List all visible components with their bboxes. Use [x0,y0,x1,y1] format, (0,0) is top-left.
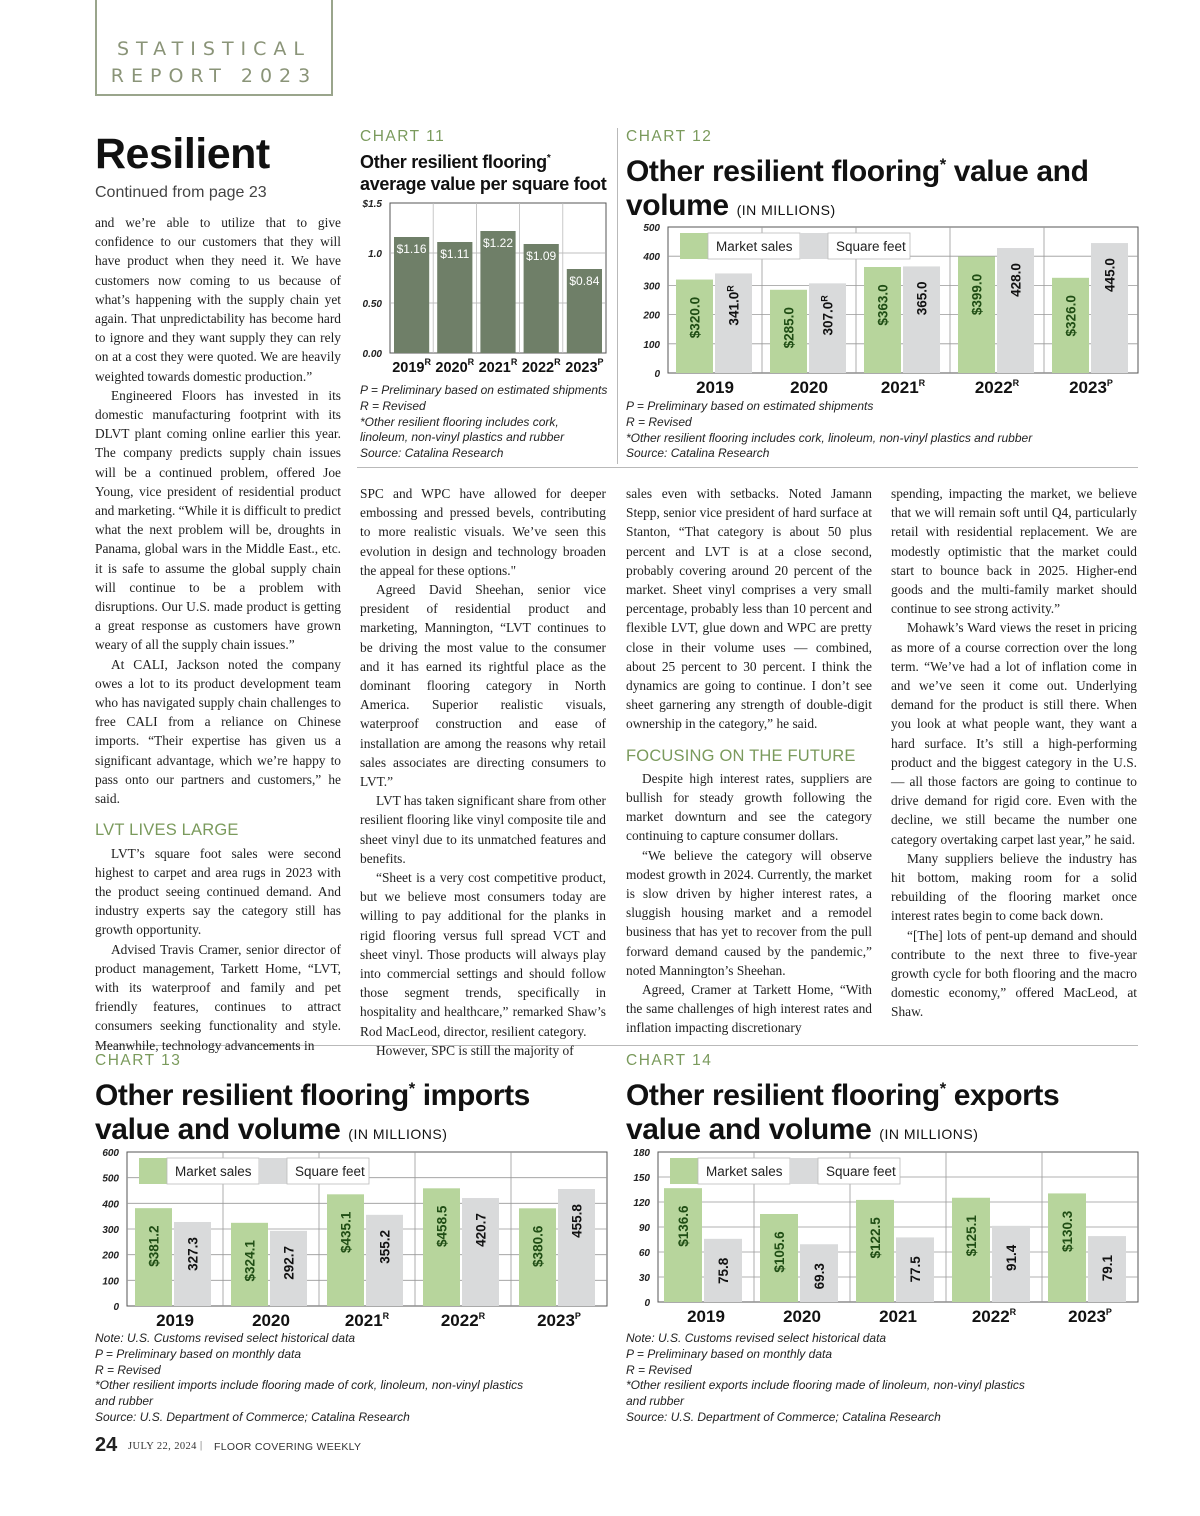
chart13-plot [95,1146,607,1332]
chart12-note: Source: Catalina Research [626,446,770,461]
chart14-note: Source: U.S. Department of Commerce; Catalina Research [626,1409,941,1424]
chart13-title-b: imports [414,1079,530,1112]
chart12-ytick: 100 [643,339,660,351]
chart14-xtick: 2020 [783,1307,821,1326]
article-paragraph: “We believe the category will observe modest growth in 2024. Currently, the market is slow driven by higher interest rates, a sluggish housing market and a remodel business that has yet to recover from the pull forward demand caused by the pandemic,” noted Mannington’s Sheehan. [626,847,872,978]
chart13-data-label: 420.7 [473,1213,489,1247]
article-column-4 [891,484,1137,1022]
chart11-xtick: $2022^R$ [521,357,561,376]
report-header-box [95,0,333,96]
chart11-note: *Other resilient flooring includes cork, linoleum, non-vinyl plastics and rubber [360,414,565,445]
chart13-units: (IN MILLIONS) [348,1126,448,1142]
chart11-title-a: Other resilient flooring [360,152,547,172]
chart14-data-label: 75.8 [716,1257,731,1284]
chart-divider-vertical [617,128,618,464]
chart11-data-label: $1.16 [396,242,427,256]
chart11-label: CHART 11 [360,128,446,145]
continued-note: Continued from page 23 [95,184,267,201]
chart13-ytick: 400 [102,1199,119,1211]
chart12-data-label: 445.0 [1102,258,1118,292]
article-paragraph: sales even with setbacks. Noted Jamann Stepp, senior vice president of hard surface at Stanton, “That category is about 50 plus percent and LVT is at a close second, probably covering around 20 percent of the market. Sheet vinyl comprises a very small percentage, probably less than 10 percent and flexible LVT, glue down and WPC are pretty close in their volume uses — combined, about 25 percent to 30 percent. I think the dynamics are going to continue. I don’t see sheet garnering any strength of double-digit ownership in the category,” he said. [626,486,872,732]
chart13-ytick: 100 [102,1276,119,1288]
chart14-ytick: 0 [644,1298,650,1309]
article-paragraph: Engineered Floors has invested in its domestic manufacturing footprint with its DLVT plant coming online earlier this year. The company predicts supply chain issues will be a continued problem, offered Joe Young, vice president of residential product and marketing. “While it is difficult to predict what the next problem will be, droughts in Panama, global wars in the Middle East., etc. it is safe to assume the global supply chain will continue to be a problem with disruptions. Our U.S. made product is getting a great response as customers have grown weary of all the supply chain issues.” [95,387,341,653]
article-column-2 [360,484,606,1060]
chart11-title-b: average value per square foot [360,174,607,194]
chart12-legend-label: Square feet [836,239,906,254]
chart14-plot [626,1146,1138,1332]
chart14-legend-label: Market sales [706,1164,783,1179]
chart14-label: CHART 14 [626,1052,713,1069]
issue-date: JULY 22, 2024 [128,1441,197,1452]
article-paragraph: LVT has taken significant share from other resilient flooring like vinyl composite tile and sheet vinyl due to its unmatched features and benefits. [360,793,606,866]
chart14-data-label: 77.5 [908,1256,923,1283]
chart12-xtick: 2020 [790,378,828,397]
chart11-ytick: 0.50 [362,299,382,310]
chart14-data-label: $136.6 [676,1205,691,1247]
chart13-xtick: $2023^P$ [537,1311,581,1330]
chart13-xtick: 2019 [156,1311,194,1330]
chart12-title-c: volume [626,189,729,222]
article-paragraph: Despite high interest rates, suppliers are bullish for steady growth following the market downturn and see the category continuing to capture consumer dollars. [626,770,872,844]
subheading-lvt-lives-large: LVT LIVES LARGE [95,821,239,840]
chart13-title [95,1072,615,1151]
chart14-ytick: 120 [633,1198,650,1209]
chart14-legend-label: Square feet [826,1164,896,1179]
chart-divider-horizontal [357,467,1138,468]
article-paragraph: “[The] lots of pent-up demand and should contribute to the next three to five-year growth cycle for both flooring and the macro domestic economy,” offered MacLeod, at Shaw. [891,927,1137,1020]
chart11-xtick: $2023^P$ [565,357,604,376]
chart14-legend [670,1158,900,1184]
article-paragraph: spending, impacting the market, we believe that we will remain soft until Q4, particularly retail with residential replacement. We are modestly optimistic that the market could start to bounce back in 2025. Higher-end goods and the multi-family market should continue to see strong activity.” [891,486,1137,617]
article-paragraph: However, SPC is still the majority of [376,1042,574,1058]
chart12-ytick: 500 [643,223,660,234]
chart13-legend-swatch-square-feet [259,1158,287,1184]
article-paragraph: Agreed David Sheehan, senior vice president of residential product and marketing, Mannington, “LVT continues to be driving the most value to the consumer and it has earned its rightful place as the dominant flooring category in North America. Superior realistic visuals, waterproof construction and ease of installation are among the reasons why retail sales associates are directing consumers to LVT.” [360,582,606,790]
chart12-title-a: Other resilient flooring [626,155,940,188]
chart12-title-b: value and [945,155,1089,188]
chart14-ytick: 180 [633,1148,650,1159]
chart13-ytick: 600 [102,1148,119,1159]
chart11-data-label: $1.11 [440,247,470,261]
report-header-line1: STATISTICAL [116,38,312,60]
chart11-note: P = Preliminary based on estimated shipments [360,383,608,397]
chart14-title-c: value and volume [626,1113,872,1146]
chart12-title [626,148,1146,227]
chart12-legend-swatch-square-feet [800,233,828,259]
article-paragraph: LVT’s square foot sales were second highest to carpet and area rugs in 2023 with the product seeing continued demand. And industry experts say the category still has growth opportunity. [95,845,341,938]
chart13-data-label: 292.7 [281,1245,297,1280]
chart13-notes [95,1331,615,1426]
article-paragraph: “Sheet is a very cost competitive product, but we believe most consumers today are willing to pay additional for the planks in rigid flooring versus full spread VCT and sheet vinyl. Those products will always play into commercial settings and should follow those segment trends, specifically in hospitality and healthcare,” remarked Shaw’s Rod MacLeod, director, resilient category. [360,870,606,1039]
chart12-legend-swatch-market-sales [680,233,708,259]
chart12-xtick: $2023^P$ [1069,378,1113,397]
chart14-ytick: 90 [638,1223,650,1234]
chart14-notes [626,1331,1146,1426]
chart14-star: * [939,1080,946,1098]
chart12-data-label: $285.0 [781,307,797,349]
chart13-note: Source: U.S. Department of Commerce; Catalina Research [95,1409,410,1424]
chart12-ytick: 0 [654,369,660,380]
chart13-data-label: $324.1 [242,1240,258,1282]
chart12-xtick: $2021^R$ [880,378,926,397]
chart12-data-label: $307.0^R$ [819,295,836,336]
chart14-data-label: 79.1 [1100,1254,1115,1282]
article-paragraph: Advised Travis Cramer, senior director of product management, Tarkett Home, “LVT, with its waterproof and family and pet friendly features, continues to attract consumers seeking functionality and style. Meanwhile, technology advancements in [95,941,341,1053]
chart14-note: P = Preliminary based on monthly data [626,1346,832,1361]
chart12-ytick: 300 [643,281,660,293]
chart14-ytick: 60 [638,1248,650,1259]
chart12-note: P = Preliminary based on estimated shipments [626,399,874,413]
chart11-data-label: $1.09 [526,249,557,263]
chart11-notes [360,383,610,462]
chart11-xtick: $2020^R$ [435,357,475,376]
chart13-data-label: 327.3 [185,1237,201,1271]
chart14-title-a: Other resilient flooring [626,1079,940,1112]
subheading-focusing-on-the-future: FOCUSING ON THE FUTURE [626,746,856,765]
publication-name: FLOOR COVERING WEEKLY [214,1441,362,1453]
chart11-star: * [546,153,551,164]
chart13-title-c: value and volume [95,1113,341,1146]
chart12-units: (IN MILLIONS) [736,202,836,218]
chart13-xtick: 2020 [252,1311,290,1330]
chart14-data-label: $130.3 [1060,1210,1075,1253]
article-column-1 [95,213,341,1055]
article-paragraph: Many suppliers believe the industry has hit bottom, making room for a solid rebuilding of the flooring market once interest rates begin to come back down. [891,850,1137,924]
chart14-xtick: $2022^R$ [971,1307,1017,1326]
chart13-label: CHART 13 [95,1052,182,1069]
chart13-title-a: Other resilient flooring [95,1079,409,1112]
chart13-xtick: $2022^R$ [440,1311,486,1330]
chart12-legend [680,233,910,259]
chart13-legend [139,1158,369,1184]
chart13-note: P = Preliminary based on monthly data [95,1346,301,1361]
chart12-data-label: $341.0^R$ [725,285,742,326]
footer-separator: | [200,1440,203,1451]
chart14-data-label: $125.1 [964,1215,979,1257]
article-paragraph: At CALI, Jackson noted the company owes a lot to its product development team who has navigated supply chain challenges to free CALI from a reliance on Chinese imports. “Their expertise has given us a significant advantage, which we’re happy to pass onto our partners and customers,” he said. [95,656,341,807]
chart12-notes [626,399,1146,462]
chart11-plot [360,194,615,380]
chart11-ytick: $1.5 [362,199,382,210]
chart13-ytick: 500 [102,1173,119,1185]
chart12-star: * [939,156,946,174]
chart11-xtick: $2019^R$ [392,357,431,376]
chart13-star: * [408,1080,415,1098]
chart13-note: R = Revised [95,1362,161,1377]
chart13-xtick: $2021^R$ [344,1311,390,1330]
chart12-note: R = Revised [626,414,692,429]
chart14-note: R = Revised [626,1362,692,1377]
chart13-legend-swatch-market-sales [139,1158,167,1184]
chart14-ytick: 30 [638,1273,650,1284]
chart14-note: Note: U.S. Customs revised select historical data [626,1331,887,1345]
chart12-plot [626,222,1138,400]
chart11-note: R = Revised [360,398,426,413]
chart11-ytick: 1.0 [368,249,382,260]
chart12-note: *Other resilient flooring includes cork, linoleum, non-vinyl plastics and rubber [626,430,1033,445]
chart14-ytick: 150 [633,1173,650,1184]
chart13-note: *Other resilient imports include flooring made of cork, linoleum, non-vinyl plastics [95,1378,524,1393]
chart11-xtick: $2021^R$ [478,357,518,376]
chart14-legend-swatch-market-sales [670,1158,698,1184]
chart12-data-label: 428.0 [1008,263,1024,297]
chart13-ytick: 200 [102,1250,119,1262]
chart14-title [626,1072,1146,1151]
chart14-xtick: 2021 [879,1307,917,1326]
chart13-data-label: $458.5 [434,1205,450,1247]
chart14-title-b: exports [945,1079,1060,1112]
chart13-data-label: $435.1 [338,1211,354,1253]
chart14-note: *Other resilient exports include flooring made of linoleum, non-vinyl plastics [626,1378,1025,1393]
chart14-data-label: 69.3 [812,1263,827,1290]
chart12-data-label: $320.0 [687,296,703,339]
chart14-note: and rubber [626,1394,685,1409]
chart14-data-label: $122.5 [868,1217,883,1259]
article-paragraph: SPC and WPC have allowed for deeper embossing and pressed bevels, contributing to more realistic visuals. We’ve seen this evolution in design and technology broaden the appeal for these options." [360,486,606,578]
chart13-data-label: $380.6 [530,1225,546,1267]
chart13-ytick: 300 [102,1225,119,1236]
chart12-xtick: 2019 [696,378,734,397]
section-title: Resilient [95,130,270,178]
chart12-ytick: 200 [643,310,660,322]
chart12-xtick: $2022^R$ [974,378,1020,397]
chart12-data-label: $326.0 [1063,295,1079,337]
chart11-data-label: $0.84 [569,274,600,288]
chart13-note: and rubber [95,1394,154,1409]
chart12-ytick: 400 [643,252,660,264]
chart14-data-label: $105.6 [772,1231,787,1273]
chart13-ytick: 0 [113,1302,119,1313]
chart12-data-label: 365.0 [914,281,930,316]
chart13-legend-label: Market sales [175,1164,252,1179]
chart13-data-label: 355.2 [377,1229,393,1264]
chart11-note: Source: Catalina Research [360,446,504,461]
chart14-xtick: $2023^P$ [1068,1307,1112,1326]
page-number: 24 [95,1434,118,1456]
chart12-data-label: $363.0 [875,284,891,326]
chart11-title [360,148,620,195]
chart12-label: CHART 12 [626,128,713,145]
article-paragraph: and we’re able to utilize that to give confidence to our customers that they will have product when they need it. We have customers now coming to us because of what’s happening with the supply chain yet again. That unpredictability has become hard to ignore and they want supply they can rely on at a cost they were quoted. We are heavily weighted towards domestic production.” [95,215,341,384]
article-column-3 [626,484,872,1038]
chart11-ytick: 0.00 [362,349,382,360]
chart13-data-label: $381.2 [146,1225,162,1267]
chart13-data-label: 455.8 [569,1204,585,1238]
chart14-xtick: 2019 [687,1307,725,1326]
chart12-legend-label: Market sales [716,239,793,254]
chart14-data-label: 91.4 [1004,1244,1019,1271]
chart11-data-label: $1.22 [482,236,514,250]
chart12-data-label: $399.0 [969,273,985,316]
report-header-line2: REPORT 2023 [110,65,318,87]
article-paragraph: Mohawk’s Ward views the reset in pricing as more of a course correction over the long term. “We’ve had a lot of inflation come in and we’ve seen it come out. Underlying demand for the product is still there. When you look at what people want, they want a hard surface. It’s still a high-performing product and the biggest category in the U.S. — all those factors are going to continue to drive demand for rigid core. Even with the decline, we still became the number one category overtaking carpet last year,” he said. [891,620,1137,847]
article-paragraph: Agreed, Cramer at Tarkett Home, “With the same challenges of high interest rates and inflation impacting discretionary [626,982,872,1036]
chart13-legend-label: Square feet [295,1164,365,1179]
chart13-note: Note: U.S. Customs revised select historical data [95,1331,356,1345]
chart14-units: (IN MILLIONS) [879,1126,979,1142]
chart14-legend-swatch-square-feet [790,1158,818,1184]
